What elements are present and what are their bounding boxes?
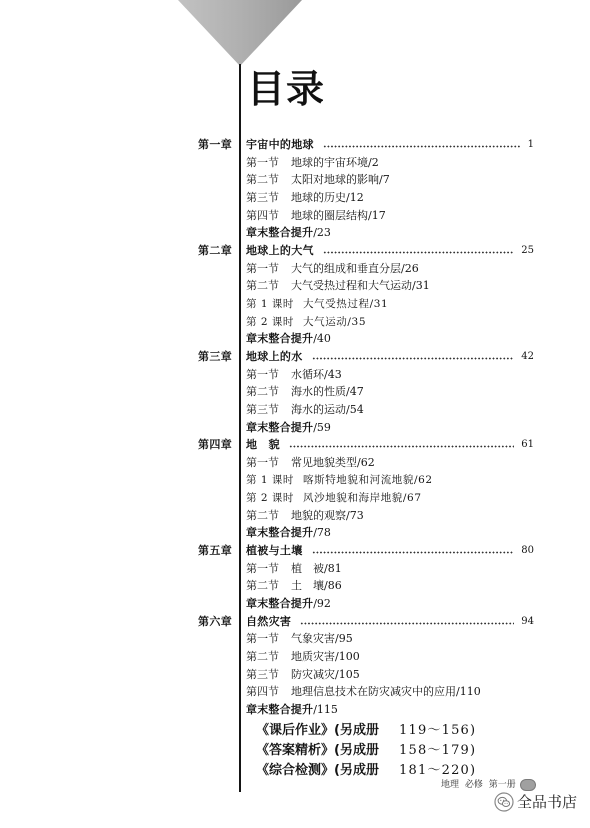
section-title: 地貌的观察/73 (291, 508, 364, 522)
summary-label: 章末整合提升 (246, 420, 314, 434)
chapter-row (198, 542, 534, 560)
section-title: 地质灾害/100 (291, 650, 360, 664)
section-label: 第一节 (246, 261, 279, 275)
watermark (494, 792, 577, 812)
page-number: 25 (521, 244, 534, 256)
lesson-row (198, 295, 534, 313)
section-title: 大气受热过程和大气运动/31 (291, 279, 430, 293)
summary-page: /23 (313, 226, 331, 240)
chapter-title: 植被与土壤 (246, 544, 303, 558)
section-label: 第一节 (246, 155, 279, 169)
chapter-title: 自然灾害 (246, 614, 292, 628)
chapter-row (198, 348, 534, 366)
section-title: 地球的圈层结构/17 (291, 208, 386, 222)
section-row (198, 454, 534, 472)
summary-label: 章末整合提升 (246, 332, 314, 346)
chapter-entry (246, 136, 534, 154)
summary-row (198, 224, 534, 242)
section-title: 地理信息技术在防灾减灾中的应用/110 (291, 685, 481, 699)
dot-leader (323, 251, 514, 254)
section-row (198, 154, 534, 172)
chapter-label: 第六章 (198, 614, 233, 628)
summary-label: 章末整合提升 (246, 597, 314, 611)
wechat-icon (494, 792, 514, 812)
chapter-entry (246, 436, 534, 454)
dot-leader (289, 445, 514, 448)
section-label: 第三节 (246, 402, 279, 416)
summary-row (198, 595, 534, 613)
chapter-title: 宇宙中的地球 (246, 138, 314, 151)
running-footer: 地理 必修 第一册 (441, 780, 516, 790)
section-row (198, 683, 534, 701)
summary-page: /115 (313, 703, 338, 716)
chapter-label: 第四章 (198, 438, 233, 452)
section-label: 第二节 (246, 650, 279, 664)
lesson-title: 风沙地貌和海岸地貌/67 (303, 492, 422, 505)
page-badge-icon (520, 779, 536, 791)
chapter-label: 第三章 (198, 349, 233, 363)
page-number: 61 (521, 439, 534, 451)
lesson-label: 第 1 课时 (246, 297, 294, 310)
chapter-entry (246, 242, 534, 260)
lesson-row (198, 471, 534, 489)
summary-page: /59 (313, 420, 331, 434)
section-row (198, 171, 534, 189)
section-row (198, 207, 534, 225)
section-title: 土 壤/86 (291, 579, 342, 593)
lesson-title: 喀斯特地貌和河流地貌/62 (303, 474, 433, 487)
section-label: 第二节 (246, 279, 279, 293)
supplement-title: 《答案精析》(另成册 (256, 743, 379, 758)
lesson-label: 第 2 课时 (246, 492, 294, 505)
summary-row (198, 330, 534, 348)
supplement-row (256, 761, 476, 781)
section-title: 海水的性质/47 (291, 385, 364, 399)
section-title: 大气的组成和垂直分层/26 (291, 261, 419, 275)
summary-label: 章末整合提升 (246, 703, 314, 716)
section-row (198, 648, 534, 666)
summary-page: /92 (313, 597, 331, 611)
section-title: 海水的运动/54 (291, 402, 364, 416)
section-label: 第二节 (246, 579, 279, 593)
section-label: 第二节 (246, 173, 279, 187)
section-row (198, 277, 534, 295)
page-title: 目录 (247, 67, 326, 111)
section-row (198, 560, 534, 578)
summary-row (198, 524, 534, 542)
chapter-row (198, 613, 534, 631)
supplement-title: 《综合检测》(另成册 (256, 763, 379, 778)
summary-page: /40 (313, 332, 331, 346)
section-label: 第二节 (246, 385, 279, 399)
section-label: 第三节 (246, 667, 279, 681)
section-row (198, 260, 534, 278)
summary-page: /78 (313, 526, 331, 540)
chapter-title: 地球上的大气 (246, 243, 314, 257)
section-title: 植 被/81 (291, 561, 342, 575)
section-row (198, 630, 534, 648)
lesson-label: 第 2 课时 (246, 315, 294, 328)
lesson-row (198, 489, 534, 507)
watermark-text: 全品书店 (517, 793, 578, 811)
section-label: 第一节 (246, 632, 279, 646)
dot-leader (300, 622, 514, 625)
dot-leader (323, 145, 521, 148)
section-label: 第四节 (246, 208, 279, 222)
triangle-decoration (0, 0, 590, 70)
page-number: 80 (521, 545, 534, 557)
chapter-title: 地球上的水 (246, 349, 303, 363)
section-label: 第四节 (246, 685, 279, 699)
chapter-entry (246, 348, 534, 366)
page-number: 1 (527, 139, 534, 150)
supplement-title: 《课后作业》(另成册 (256, 723, 379, 738)
lesson-title: 大气运动/35 (303, 315, 367, 328)
chapter-title: 地 貌 (246, 438, 280, 452)
chapter-row (198, 242, 534, 260)
section-label: 第三节 (246, 190, 279, 204)
chapter-label: 第二章 (198, 243, 233, 257)
chapter-row (198, 436, 534, 454)
chapter-entry (246, 542, 534, 560)
supplement-range: 181～220) (399, 763, 477, 778)
supplement-row (256, 721, 476, 741)
page-number: 42 (521, 350, 534, 362)
chapter-label: 第五章 (198, 544, 233, 558)
section-row (198, 666, 534, 684)
page-number: 94 (521, 615, 534, 627)
summary-row (198, 419, 534, 437)
summary-label: 章末整合提升 (246, 226, 314, 240)
section-row (198, 189, 534, 207)
summary-row (198, 701, 534, 719)
section-title: 气象灾害/95 (291, 632, 353, 646)
section-label: 第一节 (246, 455, 279, 469)
dot-leader (312, 551, 515, 554)
section-title: 防灾减灾/105 (291, 667, 360, 681)
section-row (198, 577, 534, 595)
section-title: 太阳对地球的影响/7 (291, 173, 390, 187)
chapter-entry (246, 613, 534, 631)
section-title: 常见地貌类型/62 (291, 455, 375, 469)
chapter-row (198, 136, 534, 154)
section-title: 地球的历史/12 (291, 190, 364, 204)
section-row (198, 383, 534, 401)
section-row (198, 507, 534, 525)
section-title: 地球的宇宙环境/2 (291, 155, 379, 169)
section-row (198, 366, 534, 384)
supplement-range: 158～179) (399, 743, 477, 758)
section-label: 第一节 (246, 367, 279, 381)
supplement-range: 119～156) (399, 723, 477, 738)
table-of-contents (198, 136, 534, 719)
supplements-list (256, 721, 476, 781)
section-label: 第二节 (246, 508, 279, 522)
chapter-label: 第一章 (198, 138, 233, 151)
lesson-title: 大气受热过程/31 (303, 297, 389, 310)
lesson-label: 第 1 课时 (246, 474, 294, 487)
supplement-row (256, 741, 476, 761)
section-label: 第一节 (246, 561, 279, 575)
section-row (198, 401, 534, 419)
summary-label: 章末整合提升 (246, 526, 314, 540)
section-title: 水循环/43 (291, 367, 342, 381)
lesson-row (198, 313, 534, 331)
dot-leader (312, 357, 515, 360)
